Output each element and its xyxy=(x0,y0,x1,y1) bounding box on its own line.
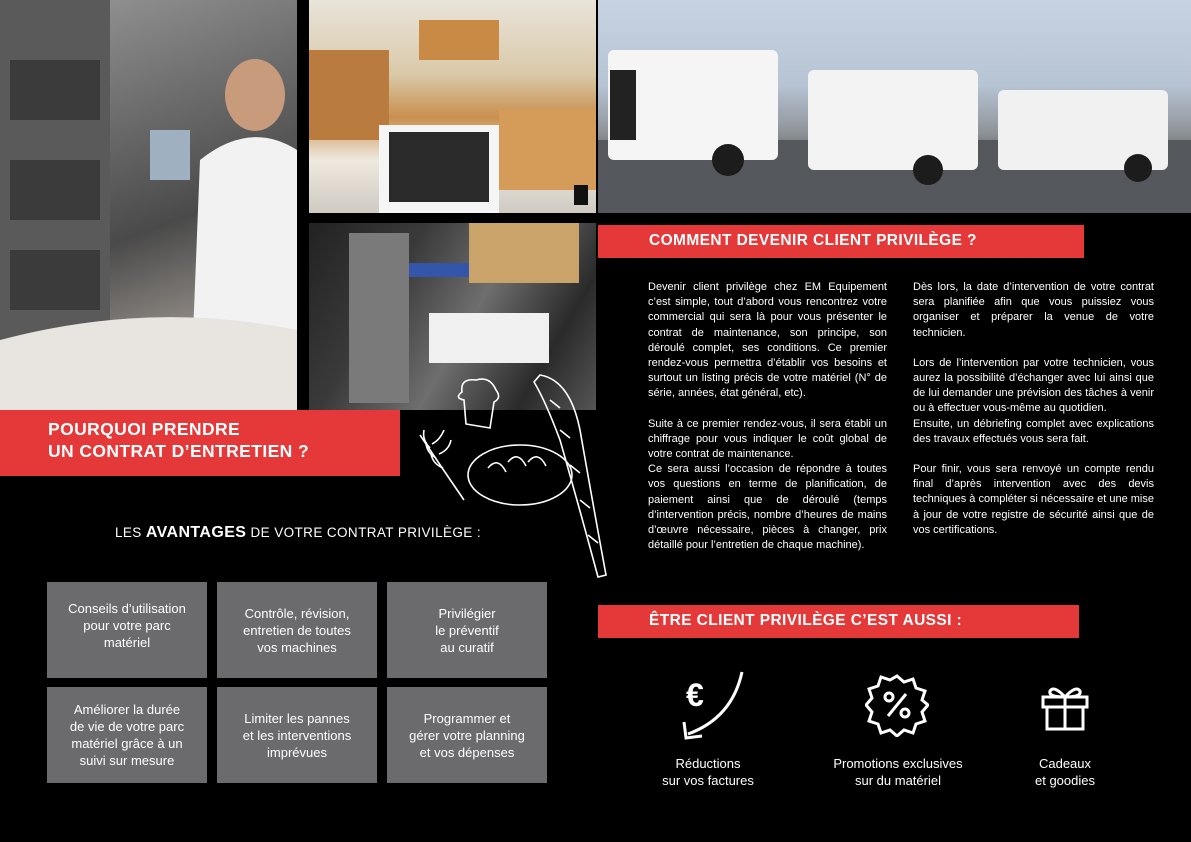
comment-paragraph: Dès lors, la date d’intervention de votre contrat sera planifiée afin que vous puissiez vous organiser et préparer la venue de votre technicien. xyxy=(913,281,1154,339)
comment-paragraph: Devenir client privilège chez EM Equipement c’est simple, tout d’abord vous rencontrez votre commercial qui sera là pour vous présenter le contrat de maintenance, son principe, son déroulé complet, ses conditions. Ce premier rendez-vous permettra d’établir vos besoins et surtout un listing précis de votre matériel (N° de série, années, état général, etc). xyxy=(648,281,887,400)
pourquoi-line1: POURQUOI PRENDRE xyxy=(48,419,241,439)
box-line: Privilégier xyxy=(438,605,496,621)
advantage-box-preventif xyxy=(387,582,547,678)
comment-title-text: COMMENT DEVENIR CLIENT PRIVILÈGE ? xyxy=(649,232,977,249)
box-line: pour votre parc xyxy=(83,618,171,633)
advantage-box-conseils xyxy=(47,582,207,678)
benefit-line: Réductions xyxy=(675,756,741,771)
advantage-box-pannes xyxy=(217,687,377,783)
benefit-line: sur du matériel xyxy=(855,773,941,788)
benefit-line: sur vos factures xyxy=(662,773,754,788)
benefit-promotions xyxy=(813,755,983,789)
box-line: entretien de toutes xyxy=(243,622,351,638)
pourquoi-title xyxy=(0,410,400,476)
box-line: gérer votre planning xyxy=(409,727,525,743)
box-line: au curatif xyxy=(440,639,494,655)
box-line: Contrôle, révision, xyxy=(244,605,350,621)
box-line: Limiter les pannes xyxy=(244,710,350,726)
vans-illustration xyxy=(598,0,1191,213)
baguette-sketch-icon xyxy=(534,375,606,577)
advantage-box-planning xyxy=(387,687,547,783)
avantages-heading xyxy=(0,524,596,542)
box-line: suivi sur mesure xyxy=(79,753,175,768)
box-line: Améliorer la durée xyxy=(73,702,181,717)
box-line: imprévues xyxy=(267,744,327,760)
gift-icon xyxy=(1040,683,1090,731)
etre-title xyxy=(598,605,1079,638)
box-line: et les interventions xyxy=(242,727,352,743)
svg-text:€: € xyxy=(686,677,704,713)
benefit-line: Promotions exclusives xyxy=(833,756,963,771)
baker-photo xyxy=(0,0,297,410)
comment-column-1 xyxy=(648,280,887,568)
percent-badge-icon xyxy=(865,673,929,737)
benefit-line: et goodies xyxy=(1035,773,1095,788)
comment-paragraph: Lors de l’intervention par votre technicien, vous aurez la possibilité d’échanger avec lui ainsi que de lui demander une prévision des tâches à venir ou à effectuer vous-même au quotidien. xyxy=(913,356,1154,415)
comment-paragraph: Suite à ce premier rendez-vous, il sera établi un chiffrage pour vous indiquer le coût global de votre contrat de maintenance. xyxy=(648,417,887,461)
box-line: vos machines xyxy=(257,639,337,655)
avantages-prefix: LES xyxy=(114,525,146,540)
benefit-cadeaux xyxy=(995,755,1135,789)
bread-loaf-sketch-icon xyxy=(468,445,572,505)
box-line: le préventif xyxy=(435,622,499,638)
avantages-highlight: AVANTAGES xyxy=(145,524,247,541)
box-line: Programmer et xyxy=(423,710,511,726)
vans-photo xyxy=(598,0,1191,213)
box-line: de vie de votre parc xyxy=(69,719,185,734)
box-line: Conseils d’utilisation xyxy=(68,601,186,616)
box-line: et vos dépenses xyxy=(419,744,515,760)
comment-title xyxy=(598,225,1084,258)
pourquoi-line2: UN CONTRAT D’ENTRETIEN ? xyxy=(48,441,310,461)
advantage-box-controle xyxy=(217,582,377,678)
comment-column-2 xyxy=(913,280,1154,553)
advantage-box-duree xyxy=(47,687,207,783)
bread-sketch xyxy=(410,370,610,580)
toast-sketch-icon xyxy=(458,379,498,428)
euro-down-icon xyxy=(672,668,748,744)
bakery-shop-illustration xyxy=(309,0,596,213)
bakery-shop-photo xyxy=(309,0,596,213)
comment-paragraph: Pour finir, vous sera renvoyé un compte rendu final d’après intervention avec des devis techniques à compléter si nécessaire et une mise à jour de votre registre de sécurité ainsi que de vos certifications. xyxy=(913,463,1154,536)
baker-photo-illustration xyxy=(0,0,297,410)
comment-paragraph: Ensuite, un débriefing complet avec explications des travaux effectués vous sera fait. xyxy=(913,417,1154,445)
comment-paragraph: Ce sera aussi l’occasion de répondre à toutes vos questions en terme de planification, de paiement ainsi que de déroulé (temps d’intervention précis, nombre d’heures de mains d’œuvre nécessaire, pièces à changer, prix détaillé pour l’entretien de chaque machine). xyxy=(648,463,887,552)
box-line: matériel grâce à un xyxy=(71,736,183,751)
box-line: matériel xyxy=(103,635,151,650)
etre-title-text: ÊTRE CLIENT PRIVILÈGE C’EST AUSSI : xyxy=(649,612,963,629)
wheat-sketch-icon xyxy=(420,430,464,500)
benefit-reductions xyxy=(628,755,788,789)
benefit-line: Cadeaux xyxy=(1038,756,1092,771)
avantages-suffix: DE VOTRE CONTRAT PRIVILÈGE : xyxy=(246,525,481,540)
